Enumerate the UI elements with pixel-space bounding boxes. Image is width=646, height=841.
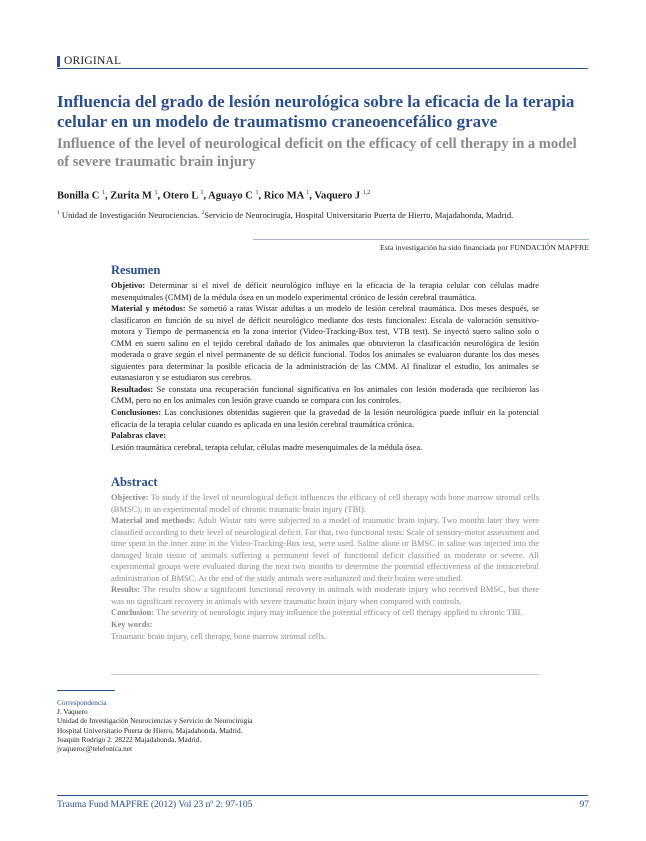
section-label: Results: bbox=[111, 584, 141, 595]
affiliations bbox=[57, 210, 597, 220]
correspondence-title: Correspondencia bbox=[57, 698, 107, 707]
resumen-palabras-label bbox=[111, 430, 539, 442]
author-name: Rico MA bbox=[263, 190, 304, 202]
correspondence-block bbox=[57, 698, 253, 753]
title-english: Influence of the level of neurological deficit on the efficacy of cell therapy in a model of severe traumatic brain injury bbox=[57, 136, 577, 170]
section-label: Objective: bbox=[111, 492, 149, 502]
abstract-conclusion bbox=[111, 607, 539, 619]
correspondence-line: Joaquín Rodrigo 2. 28222 Majadahonda, Madrid. bbox=[57, 734, 202, 744]
resumen-conclusiones bbox=[111, 407, 539, 430]
abstract-objective bbox=[111, 492, 539, 515]
affiliation-text: Unidad de Investigación Neurociencias. bbox=[61, 210, 200, 220]
paragraph-text: Las conclusiones obtenidas sugieren que la gravedad de la lesión neurológica puede influir en la potencial eficacia de la terapia celular cuando es aplicada en una lesión cerebral traumática crónica. bbox=[111, 407, 539, 429]
paragraph-text: Se sometió a ratas Wistar adultas a un modelo de lesión cerebral traumática. Dos meses después, se clasificaron en función de su nivel de déficit neurológico mediante dos tests funcionales: Escala de valoración sensitivo-motora y Tiempo de permanencia en la zona interior (Video-Tracking-Box test, VTB test). Se inyectó suero salino solo o CMM en suero salino en el tejido cerebral dañado de los animales que obtuvieron la clasificación neurológica de lesión moderada o grave según el nivel permanente de su déficit funcional. Todos los animales se evaluaron durante los dos meses siguientes para determinar la posible eficacia de la administración de las CMM. Al finalizar el estudio, los animales se eutanasiaron y se estudiaron sus cerebros. bbox=[111, 303, 540, 383]
resumen-resultados bbox=[111, 384, 539, 407]
resumen-block bbox=[111, 263, 539, 453]
affiliation-mark: 1 bbox=[57, 210, 60, 217]
author-list: Bonilla C $^1$, Zurita M $^1$, Otero L $^1$, Aguayo C $^1$, Rico MA $^1$, Vaquero J $^{1,2}$ bbox=[57, 190, 371, 202]
section-label: Conclusion: bbox=[111, 607, 155, 618]
journal-citation: Trauma Fund MAPFRE (2012) Vol 23 nº 2: 97-105 bbox=[57, 800, 253, 810]
author-affiliation-mark: 1 bbox=[154, 190, 158, 196]
correspondence-name: J. Vaquero bbox=[57, 707, 88, 717]
section-label: ORIGINAL bbox=[64, 55, 122, 67]
paragraph-text: To study if the level of neurological deficit influences the efficacy of cell therapy with bone marrow stromal cells (BMSC), in an experimental model of chronic traumatic brain injury (TBI). bbox=[111, 492, 539, 514]
section-label: Objetivo: bbox=[111, 280, 146, 290]
section-label: Palabras clave: bbox=[111, 430, 167, 441]
paragraph-text: Adult Wistar rats were subjected to a model of traumatic brain injury. Two months later they were classified according to their level of neurological deficit. For that, two functional tests: Scale of sensory-motor assessment and time spent in the inner zone in the Video-Tracking-Box test, were used. Saline alone or BMSC in saline was injected into the damaged brain tissue of animals suffering a permanent level of functional deficit classified as moderate or severe. All experimental groups were evaluated during the next two months to determine the potential effectiveness of the intracerebral administration of BMSC. At the end of the study animals were euthanized and their brains were studied. bbox=[111, 515, 539, 583]
top-rule bbox=[57, 68, 588, 69]
affiliation-text: Servicio de Neurocirugía, Hospital Universitario Puerta de Hierro, Majadahonda, Madrid. bbox=[204, 210, 514, 220]
resumen-objetivo bbox=[111, 280, 539, 303]
section-label: Resultados: bbox=[111, 383, 154, 394]
section-label: Key words: bbox=[111, 619, 153, 630]
funding-rule bbox=[253, 239, 589, 240]
author-name: Vaquero J bbox=[314, 190, 361, 202]
author-name: Zurita M bbox=[110, 190, 152, 202]
abstract-results bbox=[111, 584, 539, 607]
author-affiliation-mark: 1,2 bbox=[362, 190, 371, 196]
abstract-keywords: Traumatic brain injury, cell therapy, bone marrow stromal cells. bbox=[111, 630, 326, 641]
section-label: Conclusiones: bbox=[111, 407, 162, 418]
paragraph-text: The severity of neurologic injury may influence the potential efficacy of cell therapy applied to chronic TBI. bbox=[156, 607, 523, 618]
abstract-heading: Abstract bbox=[111, 475, 158, 489]
abstract-end-rule bbox=[111, 674, 539, 675]
author-name: Bonilla C bbox=[57, 190, 100, 202]
correspondence-line: Hospital Universitario Puerta de Hierro, Majadahonda, Madrid. bbox=[57, 725, 243, 735]
author-affiliation-mark: 1 bbox=[101, 190, 105, 196]
author-affiliation-mark: 1 bbox=[255, 190, 259, 196]
correspondence-line: Unidad de Investigación Neurociencias y Servicio de Neurocirugía bbox=[57, 716, 253, 726]
affiliation-mark: 2 bbox=[201, 210, 205, 217]
page-number: 97 bbox=[579, 800, 589, 810]
abstract-block bbox=[111, 475, 539, 642]
author-name: Otero L bbox=[162, 190, 198, 202]
author-affiliation-mark: 1 bbox=[306, 190, 310, 196]
resumen-palabras: Lesión traumática cerebral, terapia celular, células madre mesenquimales de la médula ósea. bbox=[111, 441, 423, 452]
funding-note: Esta investigación ha sido financiada por FUNDACIÓN MAPFRE bbox=[380, 243, 589, 252]
section-tag bbox=[57, 55, 121, 67]
correspondence-email[interactable]: jvaqueroc@telefonica.net bbox=[57, 744, 132, 754]
paragraph-text: Determinar si el nivel de déficit neurológico influye en la eficacia de la terapia celular con células madre mesenquimales (CMM) de la médula ósea en un modelo experimental crónico de lesión cerebral traumática. bbox=[111, 280, 539, 302]
author-affiliation-mark: 1 bbox=[200, 190, 204, 196]
footer-rule bbox=[57, 795, 588, 796]
section-label: Material and methods: bbox=[111, 515, 195, 526]
abstract-material bbox=[111, 515, 539, 584]
paragraph-text: Se constata una recuperación funcional significativa en los animales con lesión moderada que recibieron las CMM, pero no en los animales con lesión grave cuando se compara con los controles. bbox=[111, 383, 539, 406]
section-bar bbox=[57, 56, 60, 67]
abstract-keywords-label bbox=[111, 619, 539, 631]
correspondence-rule bbox=[57, 690, 115, 691]
title-spanish: Influencia del grado de lesión neurológica sobre la eficacia de la terapia celular en un modelo de traumatismo craneoencefálico grave bbox=[57, 92, 575, 131]
author-name: Aguayo C bbox=[208, 190, 253, 202]
section-label: Material y métodos: bbox=[111, 303, 186, 314]
resumen-heading: Resumen bbox=[111, 263, 161, 277]
paragraph-text: The results show a significant functional recovery in animals with moderate injury who received BMSC, but there was no significant recovery in animals with severe traumatic brain injury when compared with controls. bbox=[111, 584, 539, 606]
resumen-material bbox=[111, 303, 539, 384]
